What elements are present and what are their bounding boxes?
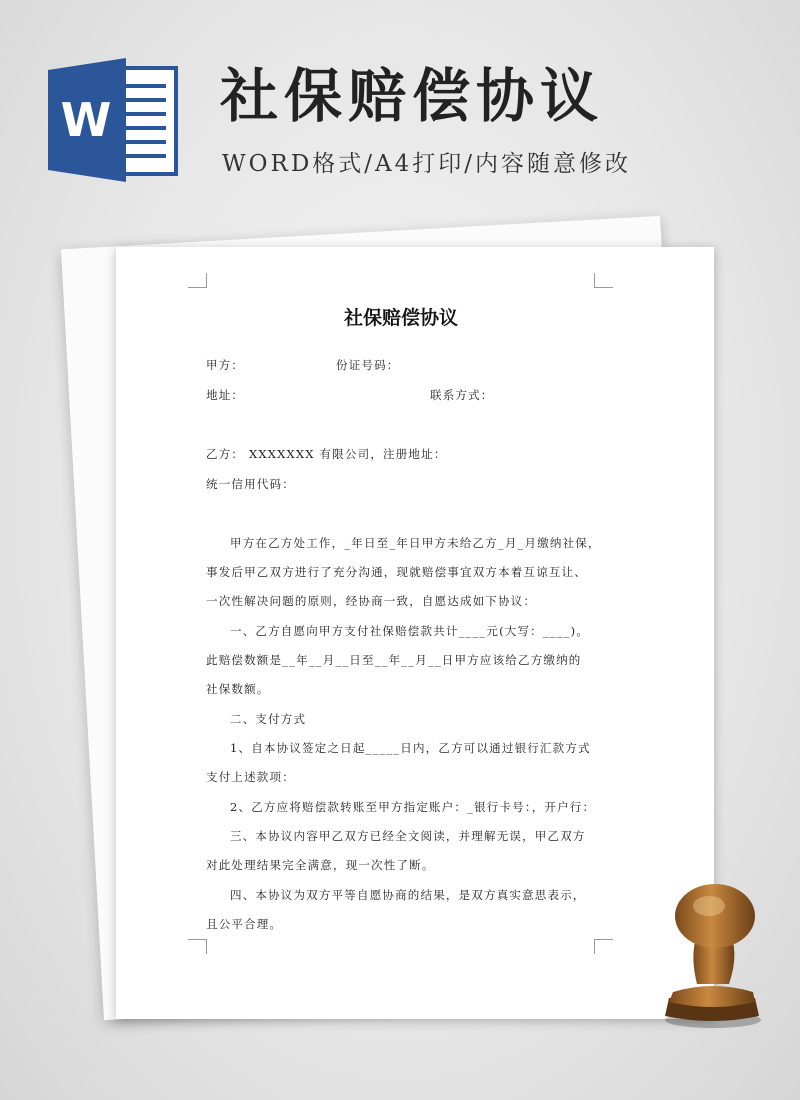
paragraph-line: 支付上述款项： (206, 770, 295, 784)
paragraph-line: 三、本协议内容甲乙双方已经全文阅读，并理解无误，甲乙双方 (230, 829, 586, 843)
paragraph-line: 社保数额。 (206, 682, 270, 696)
paragraph-line: 甲方在乙方处工作，_年日至_年日甲方未给乙方_月_月缴纳社保， (230, 536, 601, 550)
corner-mark (594, 939, 613, 954)
contact-label: 联系方式： (430, 388, 494, 402)
corner-mark (188, 273, 207, 288)
party-a-label: 甲方： (206, 358, 245, 372)
banner-title: 社保赔偿协议 (220, 62, 605, 130)
corner-mark (594, 273, 613, 288)
paragraph-line: 事发后甲乙双方进行了充分沟通，现就赔偿事宜双方本着互谅互让、 (206, 565, 587, 579)
word-icon-letter: W (60, 93, 112, 147)
document-title: 社保赔偿协议 (343, 307, 458, 329)
paragraph-line: 四、本协议为双方平等自愿协商的结果，是双方真实意思表示， (230, 888, 586, 902)
wooden-stamp (655, 880, 767, 1030)
address-label: 地址： (206, 388, 245, 402)
paragraph-line: 2、乙方应将赔偿款转账至甲方指定账户：_银行卡号：，开户行： (230, 800, 596, 814)
party-b-line: 乙方： XXXXXXX 有限公司，注册地址： (206, 447, 447, 461)
section-heading: 二、支付方式 (230, 712, 307, 726)
paragraph-line: 此赔偿数额是__年__月__日至__年__月__日甲方应该给乙方缴纳的 (206, 653, 582, 667)
paragraph-line: 对此处理结果完全满意，现一次性了断。 (206, 858, 435, 872)
paragraph-line: 1、自本协议签定之日起_____日内，乙方可以通过银行汇款方式 (230, 741, 591, 755)
paragraph-line: 且公平合理。 (206, 917, 283, 931)
document-page (116, 247, 714, 1019)
word-icon (48, 58, 180, 182)
id-number-label: 份证号码： (336, 358, 400, 372)
paragraph-line: 一次性解决问题的原则，经协商一致，自愿达成如下协议： (206, 594, 537, 608)
corner-mark (188, 939, 207, 954)
paragraph-line: 一、乙方自愿向甲方支付社保赔偿款共计____元(大写：____)。 (230, 624, 590, 638)
banner-subtitle: WORD格式/A4打印/内容随意修改 (222, 151, 631, 177)
credit-code-line: 统一信用代码： (206, 477, 295, 491)
